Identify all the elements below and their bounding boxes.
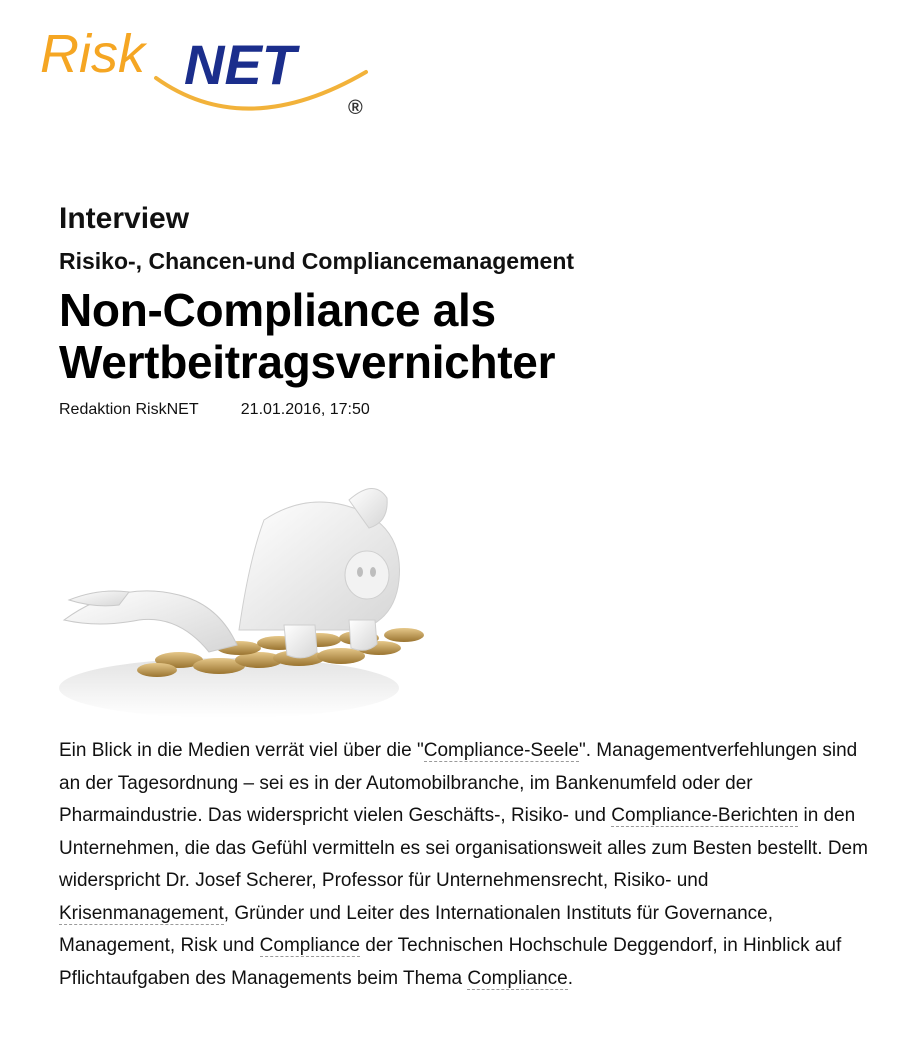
article-author: Redaktion RiskNET — [59, 401, 199, 418]
article-subkicker: Risiko-, Chancen-und Compliancemanagement — [59, 248, 575, 274]
registered-mark: ® — [348, 97, 363, 119]
glossary-link-compliance-seele[interactable]: Compliance-Seele — [423, 740, 579, 761]
article-meta — [59, 400, 879, 420]
article-body — [59, 735, 879, 995]
glossary-link-compliance-2[interactable]: Compliance — [467, 967, 568, 989]
body-text-segment: . — [567, 967, 573, 989]
article-headline — [59, 284, 879, 388]
body-text-segment: , Gründer und Leiter des Internationalen Instituts für Governance, Management, Risk und — [59, 902, 773, 956]
glossary-link-krisenmanagement[interactable]: Krisenmanagement — [59, 902, 224, 924]
logo-risk-text: Risk — [40, 24, 145, 84]
article-header — [59, 200, 879, 420]
glossary-link-compliance-berichten[interactable]: Compliance-Berichten — [611, 805, 799, 826]
headline-line-1: Non-Compliance als — [59, 284, 496, 336]
body-text-segment: in den Unternehmen, die das Gefühl vermitteln es sei organisationsweit alles zum Besten bestellt. Dem widerspricht Dr. Josef Scherer, Professor für Unternehmensrecht, Risiko- und — [59, 805, 868, 891]
glossary-link-compliance[interactable]: Compliance — [259, 935, 360, 956]
body-text-segment: ". Managementverfehlungen sind an der Tagesordnung – sei es in der Automobilbranche, im Bankenumfeld oder der Pharmaindustrie. Das widerspricht vielen Geschäfts-, Risiko- und — [59, 740, 858, 826]
body-text-segment: Ein Blick in die Medien verrät viel über die " — [59, 740, 424, 761]
article-date: 21.01.2016, 17:50 — [240, 401, 370, 418]
article-kicker: Interview — [59, 202, 190, 235]
risknet-logo-graphic — [36, 14, 386, 124]
risknet-logo[interactable] — [36, 14, 386, 124]
headline-line-2: Wertbeitragsvernichter — [59, 336, 556, 388]
piggy-bank-broken-icon — [59, 480, 439, 720]
article-paragraph — [59, 735, 879, 995]
body-text-segment: der Technischen Hochschule Deggendorf, in Hinblick auf Pflichtaufgaben des Managements beim Thema — [59, 935, 842, 989]
article-image — [59, 480, 439, 720]
logo-net-text: NET — [184, 33, 296, 96]
